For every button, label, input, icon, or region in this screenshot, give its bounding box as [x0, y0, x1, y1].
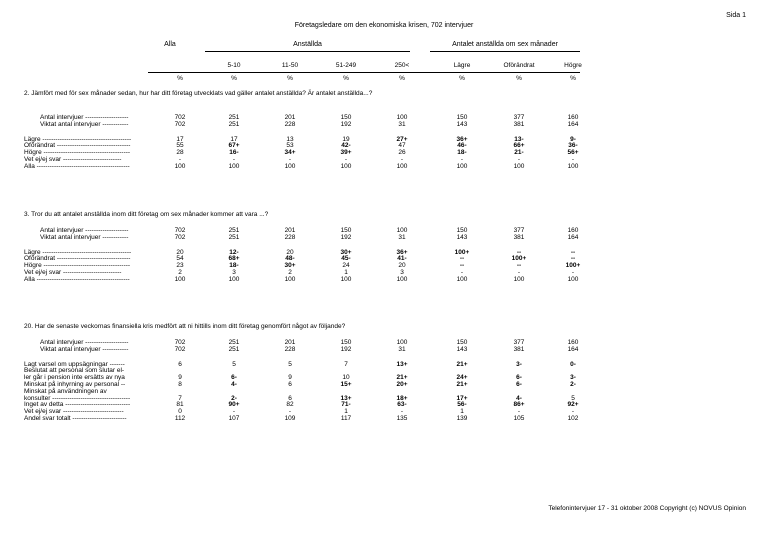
cell-value: 47	[398, 142, 406, 150]
cell-value: 17+	[456, 394, 468, 402]
base-value: 192	[340, 233, 352, 241]
cell-value: 4-	[231, 381, 237, 388]
percent-cell: %	[399, 75, 405, 82]
cell-value: 24+	[456, 374, 468, 382]
cell-value: 18+	[396, 394, 408, 402]
cell-value: 5	[232, 360, 236, 368]
cell-value: 36+	[396, 248, 408, 256]
cell-value: --	[459, 255, 465, 263]
cell-value: 100	[228, 162, 240, 170]
cell-value: 20	[398, 262, 406, 270]
row-label: Oförändrat ----------------------------------	[24, 255, 131, 263]
cell-value: 117	[340, 415, 352, 422]
cell-value: -	[288, 408, 292, 416]
column-header: 11-50	[281, 62, 299, 69]
cell-value: 6-	[516, 381, 522, 388]
base-value: 377	[513, 339, 525, 346]
cell-value: 1	[344, 269, 348, 276]
cell-value: 100	[396, 275, 408, 283]
cell-value: 30+	[340, 248, 352, 256]
column-header: 5-10	[227, 62, 241, 69]
cell-value: 0-	[570, 360, 576, 368]
base-value: 228	[284, 233, 296, 241]
base-value: 702	[174, 120, 186, 128]
cell-value: 100	[567, 162, 579, 170]
cell-value: 8	[178, 381, 182, 388]
base-value: 143	[456, 345, 468, 353]
group-header-anstallda: Anställda	[293, 41, 322, 48]
row-label: Beslutat att personal som slutar el-	[24, 367, 125, 375]
cell-value: --	[459, 262, 465, 270]
base-value: 143	[456, 233, 468, 241]
row-label: Lagt varsel om uppsägningar -------	[24, 360, 125, 368]
base-value: 150	[340, 227, 352, 234]
base-label: Viktat antal intervjuer ------------	[40, 345, 129, 353]
base-value: 702	[174, 114, 186, 121]
cell-value: 13+	[396, 360, 408, 368]
cell-value: 6	[178, 360, 182, 368]
cell-value: 13-	[514, 135, 524, 143]
row-label: Vet ej/ej svar ---------------------------	[24, 269, 122, 276]
cell-value: 90+	[228, 401, 240, 409]
base-value: 31	[398, 120, 406, 128]
cell-value: 17	[176, 135, 184, 143]
cell-value: 5	[288, 360, 292, 368]
cell-value: 100	[284, 162, 296, 170]
base-value: 164	[567, 233, 579, 241]
cell-value: 2	[178, 269, 182, 276]
row-label: Lägre -----------------------------------------	[24, 248, 132, 256]
base-value: 164	[567, 120, 579, 128]
cell-value: 3-	[570, 374, 576, 382]
cell-value: 1	[344, 408, 348, 416]
row-label: Minskat på inhyrning av personal --	[24, 381, 126, 388]
cell-value: 100	[174, 275, 186, 283]
cell-value: -	[517, 408, 521, 416]
cell-value: 53	[286, 142, 294, 150]
cell-value: 7	[344, 360, 348, 368]
cell-value: -	[517, 269, 521, 276]
cell-value: 34+	[284, 149, 296, 157]
row-label: Inget av detta ------------------------------	[24, 401, 131, 409]
base-value: 31	[398, 345, 406, 353]
cell-value: 100	[340, 275, 352, 283]
cell-value: 16-	[229, 149, 239, 157]
cell-value: 36-	[568, 142, 578, 150]
row-label: Vet ej/ej svar ---------------------------	[24, 156, 122, 163]
group-underline-antalet	[430, 51, 580, 52]
cell-value: 6	[288, 381, 292, 388]
cell-value: 2	[288, 269, 292, 276]
cell-value: 100	[513, 275, 525, 283]
base-value: 702	[174, 233, 186, 241]
base-value: 150	[456, 114, 468, 121]
cell-value: 19	[342, 135, 350, 143]
column-header: 51-249	[335, 62, 357, 69]
base-value: 201	[284, 339, 296, 346]
cell-value: 18-	[229, 262, 239, 270]
cell-value: 41-	[397, 255, 407, 263]
footer: Telefonintervjuer 17 - 31 oktober 2008 Copyright (c) NOVUS Opinion	[548, 505, 746, 512]
cell-value: -	[571, 269, 575, 276]
page-number: Sida 1	[726, 12, 746, 19]
column-header: 250<	[394, 62, 410, 69]
row-label: Högre ----------------------------------------	[24, 149, 131, 157]
cell-value: 3	[400, 269, 404, 276]
base-value: 100	[396, 339, 408, 346]
cell-value: 68+	[228, 255, 240, 263]
cell-value: -	[517, 156, 521, 163]
cell-value: 105	[513, 415, 525, 422]
percent-cell: %	[570, 75, 576, 82]
cell-value: 10	[342, 374, 350, 382]
cell-value: 36+	[456, 135, 468, 143]
cell-value: 86+	[513, 401, 525, 409]
cell-value: -	[460, 269, 464, 276]
base-label: Viktat antal intervjuer ------------	[40, 233, 129, 241]
percent-cell: %	[343, 75, 349, 82]
cell-value: 5	[571, 394, 575, 402]
base-value: 251	[228, 114, 240, 121]
base-value: 160	[567, 114, 579, 121]
base-value: 150	[340, 339, 352, 346]
cell-value: 15+	[340, 381, 352, 388]
cell-value: -	[288, 156, 292, 163]
base-value: 150	[456, 227, 468, 234]
base-value: 702	[174, 345, 186, 353]
cell-value: --	[570, 248, 576, 256]
cell-value: 112	[174, 415, 186, 422]
cell-value: 48-	[285, 255, 295, 263]
cell-value: 71-	[341, 401, 351, 409]
base-value: 377	[513, 227, 525, 234]
cell-value: 26	[398, 149, 406, 157]
cell-value: 4-	[516, 394, 522, 402]
question-text: 2. Jämfört med för sex månader sedan, hur har ditt företag utvecklats vad gäller antalet anställda? Är antalet anställda...?	[24, 90, 373, 97]
cell-value: 21-	[514, 149, 524, 157]
cell-value: 20	[286, 248, 294, 256]
cell-value: 27+	[396, 135, 408, 143]
column-header: Högre	[564, 62, 582, 69]
cell-value: 9	[288, 374, 292, 382]
base-value: 160	[567, 339, 579, 346]
cell-value: 6	[288, 394, 292, 402]
cell-value: 45-	[341, 255, 351, 263]
base-value: 143	[456, 120, 468, 128]
row-label: Minskat på användningen av	[24, 387, 107, 395]
cell-value: 109	[284, 415, 296, 422]
cell-value: 100	[456, 275, 468, 283]
cell-value: 12-	[229, 248, 239, 256]
percent-cell: %	[459, 75, 465, 82]
cell-value: -	[571, 408, 575, 416]
cell-value: 21+	[396, 374, 408, 382]
cell-value: 102	[567, 415, 579, 422]
group-header-alla: Alla	[164, 41, 176, 48]
base-value: 381	[513, 345, 525, 353]
row-label: Alla -------------------------------------------	[24, 275, 130, 283]
base-label: Antal intervjuer --------------------	[40, 114, 129, 121]
row-label: Andel svar totalt -------------------------	[24, 415, 127, 422]
cell-value: 30+	[284, 262, 296, 270]
report-title: Företagsledare om den ekonomiska krisen, 702 intervjuer	[294, 22, 474, 29]
cell-value: 20	[176, 248, 184, 256]
cell-value: 9-	[570, 135, 576, 143]
base-value: 251	[228, 227, 240, 234]
cell-value: --	[516, 248, 522, 256]
cell-value: 92+	[567, 401, 579, 409]
base-value: 228	[284, 120, 296, 128]
cell-value: 135	[396, 415, 408, 422]
row-label: Alla -------------------------------------------	[24, 162, 130, 170]
cell-value: --	[516, 262, 522, 270]
base-value: 702	[174, 227, 186, 234]
cell-value: 6-	[516, 374, 522, 382]
row-label: konsulter ------------------------------------	[24, 394, 131, 402]
percent-cell: %	[287, 75, 293, 82]
cell-value: -	[232, 408, 236, 416]
base-value: 160	[567, 227, 579, 234]
percent-cell: %	[177, 75, 183, 82]
cell-value: 100	[513, 162, 525, 170]
cell-value: -	[460, 156, 464, 163]
percent-cell: %	[516, 75, 522, 82]
cell-value: --	[570, 255, 576, 263]
cell-value: 100	[456, 162, 468, 170]
base-value: 702	[174, 339, 186, 346]
cell-value: 54	[176, 255, 184, 263]
cell-value: 42-	[341, 142, 351, 150]
cell-value: 100+	[565, 262, 581, 270]
question-text: 3. Tror du att antalet anställda inom ditt företag om sex månader kommer att vara ...?	[24, 211, 269, 218]
cell-value: 7	[178, 394, 182, 402]
cell-value: 13+	[340, 394, 352, 402]
cell-value: 56-	[457, 401, 467, 409]
base-value: 100	[396, 227, 408, 234]
cell-value: 100	[340, 162, 352, 170]
cell-value: -	[232, 156, 236, 163]
cell-value: 100	[174, 162, 186, 170]
cell-value: 66+	[513, 142, 525, 150]
question-text: 20. Har de senaste veckornas finansiella kris medfört att ni hittills inom ditt företag genomfört något av följande?	[24, 323, 346, 330]
base-value: 192	[340, 120, 352, 128]
cell-value: 67+	[228, 142, 240, 150]
base-value: 150	[340, 114, 352, 121]
base-label: Antal intervjuer --------------------	[40, 227, 129, 234]
cell-value: 56+	[567, 149, 579, 157]
cell-value: 100+	[511, 255, 527, 263]
cell-value: 100	[396, 162, 408, 170]
cell-value: 3	[232, 269, 236, 276]
base-value: 201	[284, 227, 296, 234]
base-value: 100	[396, 114, 408, 121]
base-value: 164	[567, 345, 579, 353]
cell-value: 100+	[454, 248, 470, 256]
cell-value: 82	[286, 401, 294, 409]
base-value: 381	[513, 233, 525, 241]
cell-value: 24	[342, 262, 350, 270]
row-label: ler går i pension inte ersätts av nya	[24, 374, 125, 382]
cell-value: 2-	[231, 394, 237, 402]
cell-value: 28	[176, 149, 184, 157]
cell-value: 13	[286, 135, 294, 143]
cell-value: -	[400, 408, 404, 416]
row-label: Lägre -----------------------------------------	[24, 135, 132, 143]
cell-value: 55	[176, 142, 184, 150]
cell-value: 81	[176, 401, 184, 409]
base-value: 228	[284, 345, 296, 353]
base-label: Viktat antal intervjuer ------------	[40, 120, 129, 128]
cell-value: 1	[460, 408, 464, 416]
row-label: Högre ----------------------------------------	[24, 262, 131, 270]
cell-value: 0	[178, 408, 182, 416]
cell-value: 23	[176, 262, 184, 270]
cell-value: 46-	[457, 142, 467, 150]
cell-value: 21+	[456, 360, 468, 368]
cell-value: 18-	[457, 149, 467, 157]
header-rule	[148, 72, 580, 73]
base-value: 251	[228, 120, 240, 128]
cell-value: 3-	[516, 360, 522, 368]
row-label: Vet ej/ej svar ----------------------------	[24, 408, 124, 416]
base-value: 31	[398, 233, 406, 241]
column-header: Oförändrat	[503, 62, 535, 69]
group-underline-anstallda	[205, 51, 410, 52]
cell-value: 63-	[397, 401, 407, 409]
base-value: 251	[228, 345, 240, 353]
cell-value: 17	[230, 135, 238, 143]
base-value: 377	[513, 114, 525, 121]
row-label: Oförändrat ----------------------------------	[24, 142, 131, 150]
cell-value: -	[571, 156, 575, 163]
cell-value: 107	[228, 415, 240, 422]
cell-value: 2-	[570, 381, 576, 388]
cell-value: 139	[456, 415, 468, 422]
cell-value: 6-	[231, 374, 237, 382]
base-value: 201	[284, 114, 296, 121]
base-value: 150	[456, 339, 468, 346]
base-value: 381	[513, 120, 525, 128]
base-value: 192	[340, 345, 352, 353]
group-header-antalet: Antalet anställda om sex månader	[452, 41, 558, 48]
percent-cell: %	[231, 75, 237, 82]
cell-value: 100	[228, 275, 240, 283]
column-header: Lägre	[453, 62, 471, 69]
cell-value: -	[344, 156, 348, 163]
base-value: 251	[228, 233, 240, 241]
cell-value: -	[400, 156, 404, 163]
base-value: 251	[228, 339, 240, 346]
cell-value: 100	[567, 275, 579, 283]
cell-value: 100	[284, 275, 296, 283]
cell-value: 9	[178, 374, 182, 382]
base-label: Antal intervjuer --------------------	[40, 339, 129, 346]
cell-value: 21+	[456, 381, 468, 388]
cell-value: 39+	[340, 149, 352, 157]
cell-value: 20+	[396, 381, 408, 388]
cell-value: -	[178, 156, 182, 163]
